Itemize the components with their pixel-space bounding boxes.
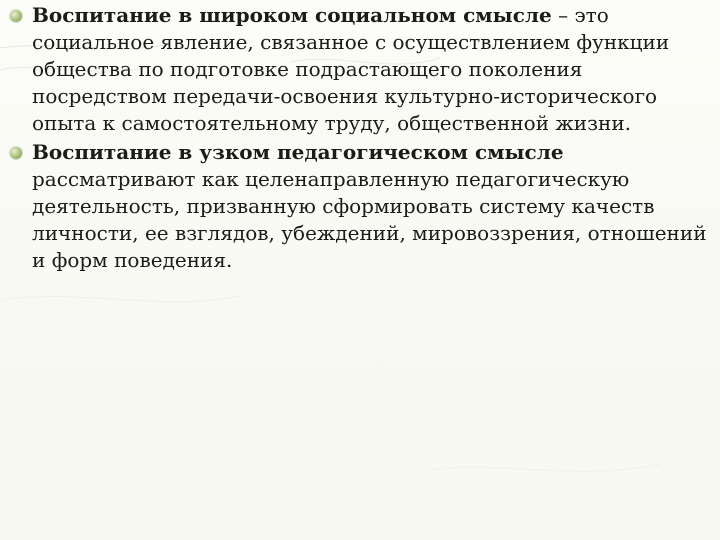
bullet-term: Воспитание в широком социальном смысле [32,3,552,27]
slide-content [8,2,708,276]
bullet-dot-icon [10,10,22,22]
bullet-text: это социальное явление, связанное с осуществлением функции общества по подготовке подрастающего поколения посредством передачи-освоения культурно-исторического опыта к самостоятельному труду, общественной жизни. [32,3,670,135]
bullet-text: рассматривают как целенаправленную педагогическую деятельность, призванную сформировать систему качеств личности, ее взглядов, убеждений, мировоззрения, отношений и форм поведения. [32,167,707,272]
bullet-term: Воспитание в узком педагогическом смысле [32,140,564,164]
bullet-separator: – [551,3,575,27]
bullet-dot-icon [10,147,22,159]
bullet-broad-sense [8,2,708,137]
bullet-narrow-sense [8,139,708,274]
